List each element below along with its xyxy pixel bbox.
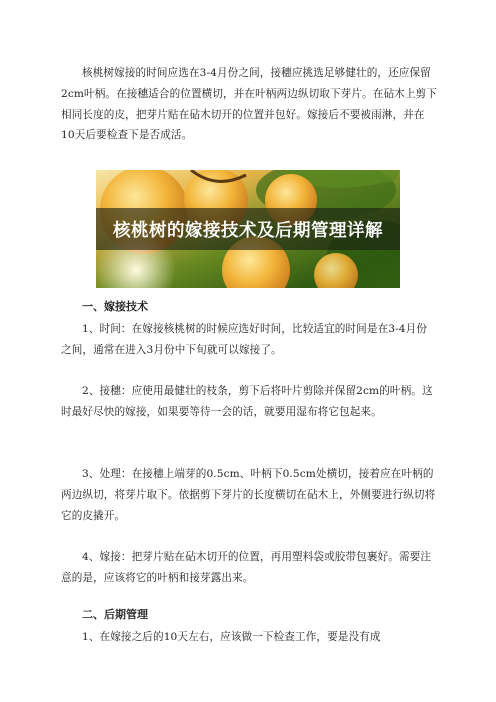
banner-title-band <box>96 208 400 250</box>
paragraph-processing: 3、处理：在接穗上端芽的0.5cm、叶柄下0.5cm处横切，接着应在叶柄的两边纵切，将芽片取下。依据剪下芽片的长度横切在砧木上，外侧要进行纵切将它的皮撬开。 <box>61 468 436 522</box>
banner-title: 核桃树的嫁接技术及后期管理详解 <box>113 220 383 241</box>
section-heading-grafting: 一、嫁接技术 <box>82 300 148 313</box>
paragraph-timing: 1、时间：在嫁接核桃树的时候应选好时间，比较适宜的时间是在3-4月份之间，通常在进入3月份中下旬就可以嫁接了。 <box>61 323 428 356</box>
paragraph-scion: 2、接穗：应使用最健壮的枝条，剪下后将叶片剪除并保留2cm的叶柄。这时最好尽快的嫁接，如果要等待一会的话，就要用湿布将它包起来。 <box>61 385 433 418</box>
banner-image <box>96 170 400 288</box>
paragraph-grafting: 4、嫁接：把芽片贴在砧木切开的位置，再用塑料袋或胶带包裹好。需要注意的是，应该将它的叶柄和接芽露出来。 <box>61 551 432 584</box>
paragraph-check: 1、在嫁接之后的10天左右，应该做一下检查工作，要是没有成 <box>82 631 381 643</box>
intro-paragraph: 核桃树嫁接的时间应选在3-4月份之间，接穗应挑选足够健壮的，还应保留2cm叶柄。在接穗适合的位置横切，并在叶柄两边纵切取下芽片。在砧木上剪下相同长度的皮，把芽片贴在砧木切开的位置并包好。嫁接后不要被雨淋，并在10天后要检查下是否成活。 <box>61 67 437 142</box>
section-heading-management: 二、后期管理 <box>82 608 148 621</box>
